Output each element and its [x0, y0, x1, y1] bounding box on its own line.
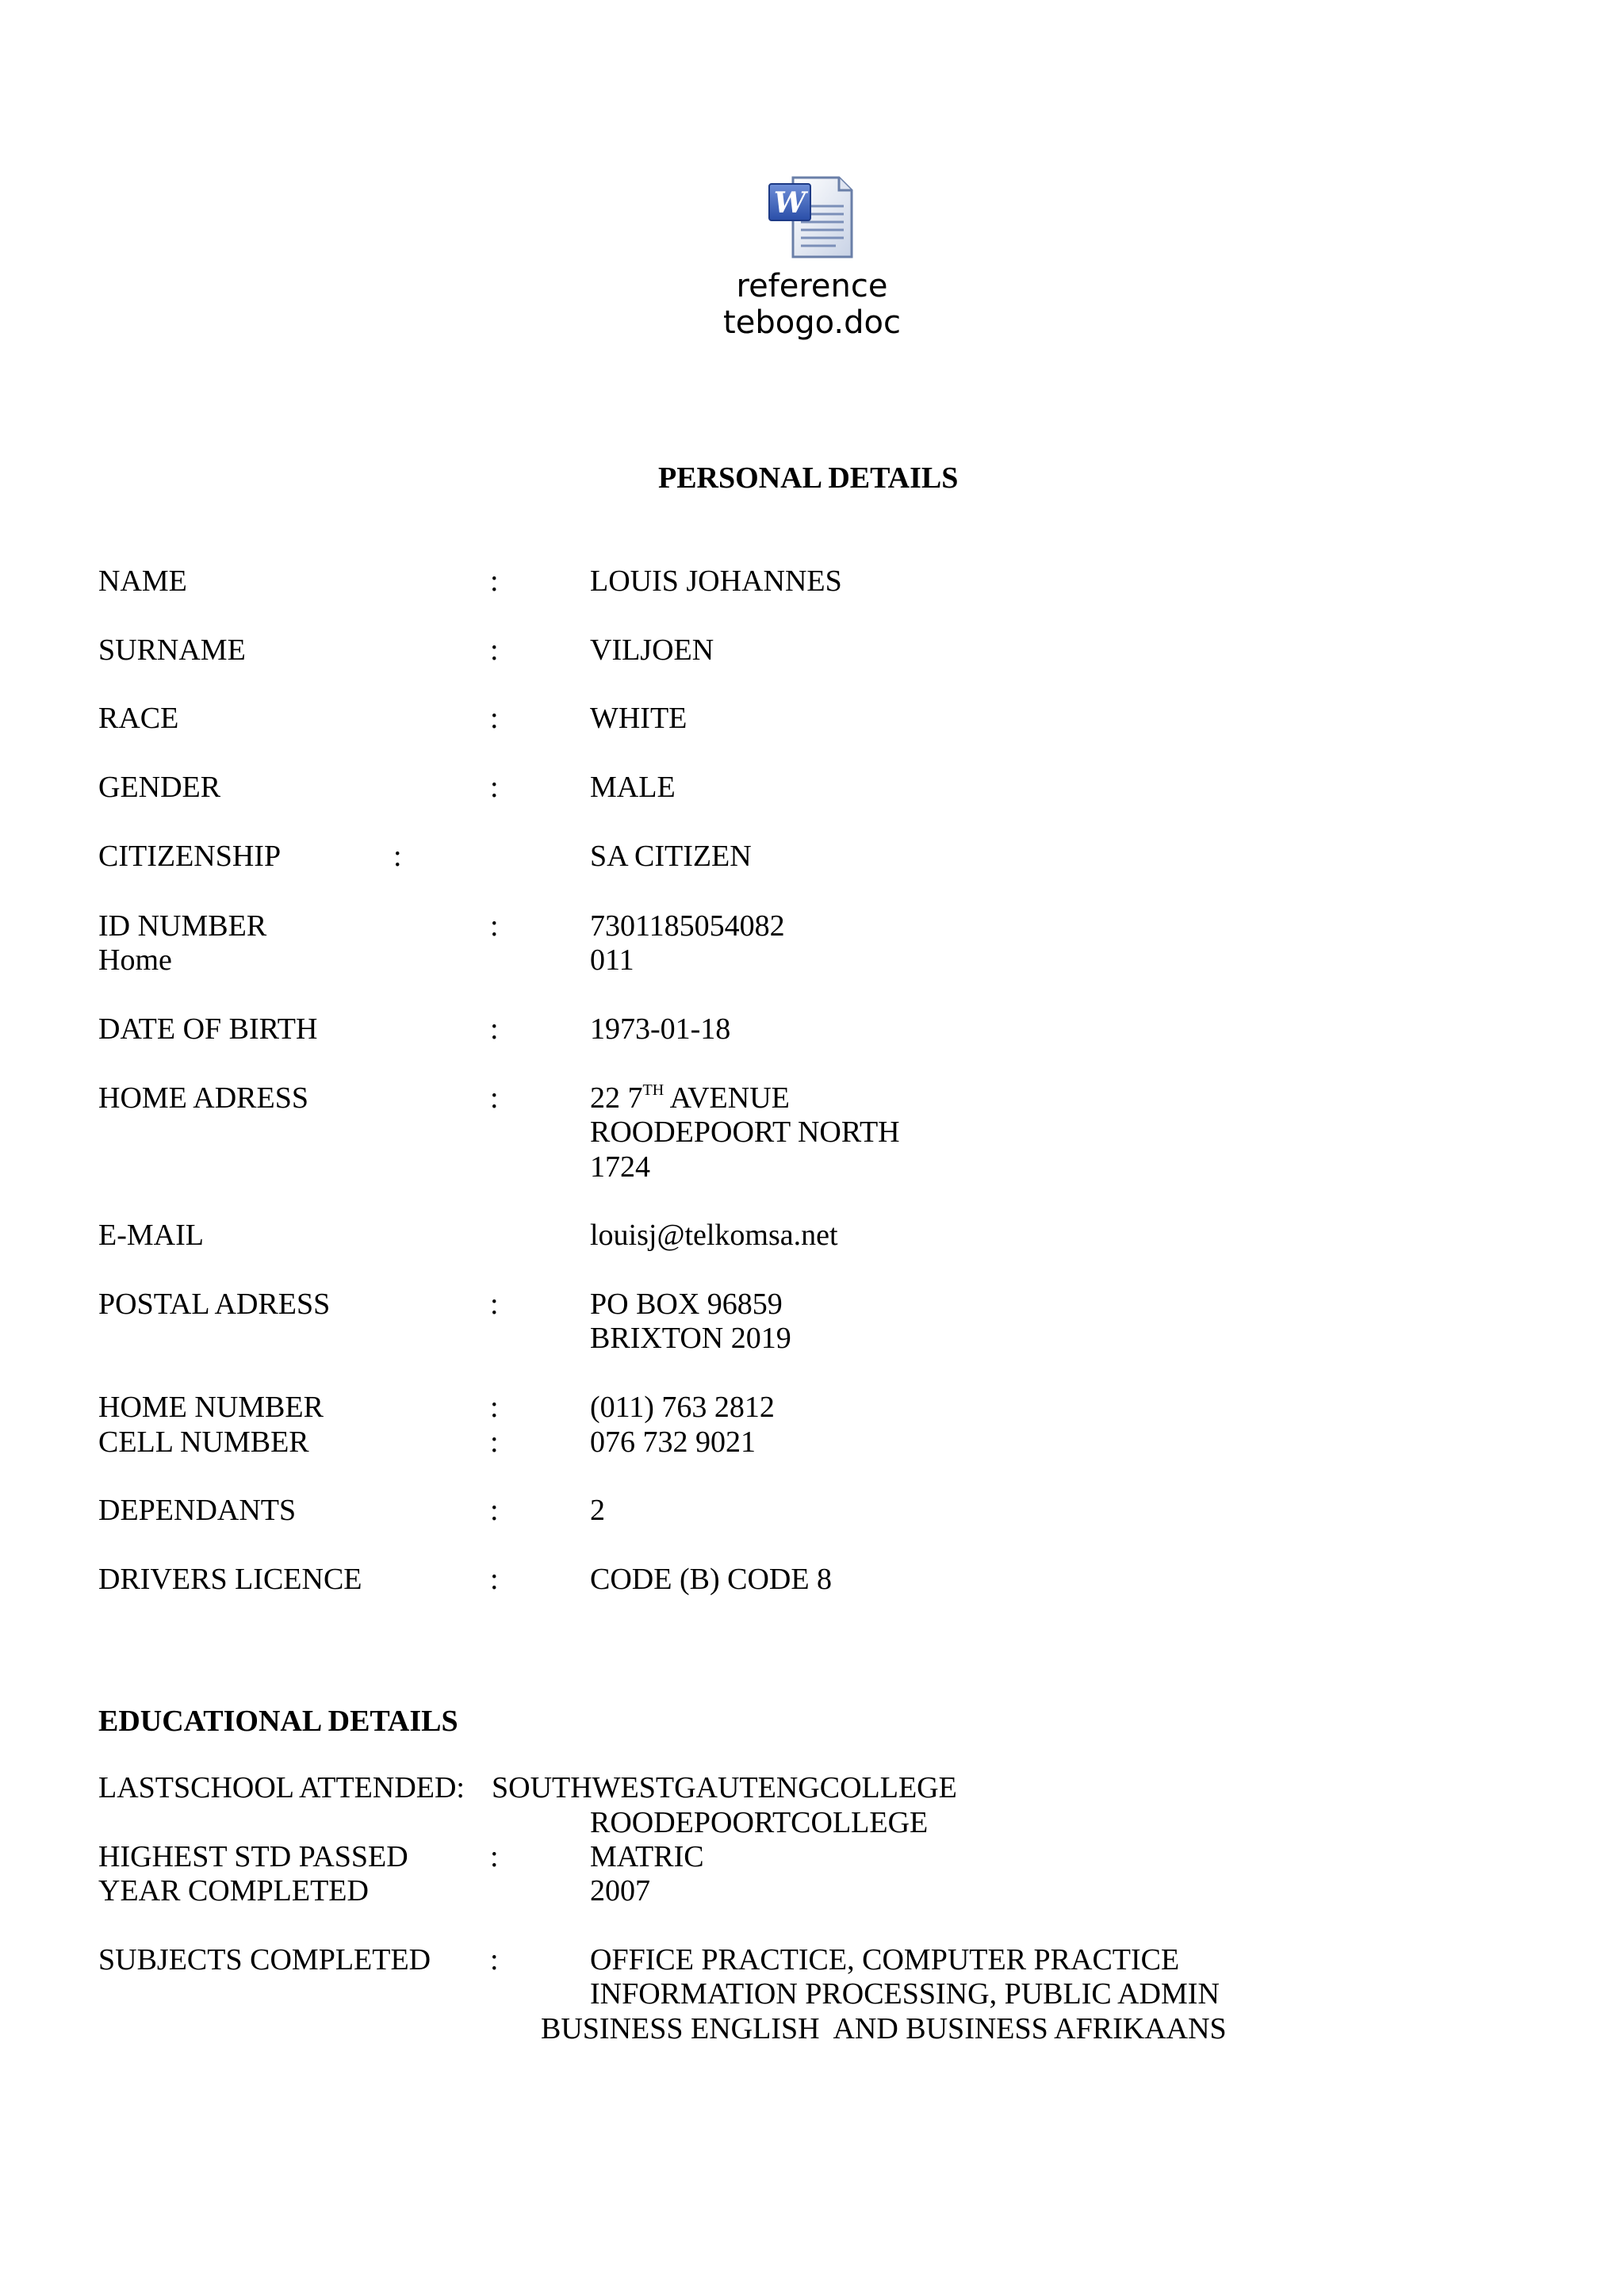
race-label: RACE: [98, 702, 179, 735]
colon: :: [490, 633, 499, 667]
date-of-birth-value: 1973-01-18: [590, 1012, 731, 1046]
colon: :: [490, 1391, 499, 1424]
home-address-street-number: 22 7: [590, 1081, 643, 1115]
subjects-line1: OFFICE PRACTICE, COMPUTER PRACTICE: [590, 1943, 1180, 1976]
cell-number-label: CELL NUMBER: [98, 1425, 309, 1459]
colon: :: [490, 1012, 499, 1046]
postal-address-line1: PO BOX 96859: [590, 1288, 783, 1321]
citizenship-value: SA CITIZEN: [590, 840, 752, 873]
attachment-caption[interactable]: [653, 268, 971, 341]
svg-text:W: W: [773, 186, 806, 220]
colon: :: [490, 564, 499, 598]
date-of-birth-label: DATE OF BIRTH: [98, 1012, 318, 1046]
colon: :: [490, 1840, 499, 1873]
home-address-street-name: AVENUE: [664, 1081, 790, 1115]
colon: :: [490, 1494, 499, 1527]
home-number-value: (011) 763 2812: [590, 1391, 775, 1424]
cell-number-value: 076 732 9021: [590, 1425, 756, 1459]
postal-address-label: POSTAL ADRESS: [98, 1288, 331, 1321]
year-completed-label: YEAR COMPLETED: [98, 1874, 369, 1908]
drivers-licence-label: DRIVERS LICENCE: [98, 1563, 362, 1596]
name-label: NAME: [98, 564, 187, 598]
email-value: louisj@telkomsa.net: [590, 1219, 838, 1252]
highest-std-label: HIGHEST STD PASSED: [98, 1840, 408, 1873]
colon: :: [490, 909, 499, 943]
colon: :: [490, 1081, 499, 1115]
colon: :: [490, 771, 499, 804]
last-school-label: LASTSCHOOL ATTENDED:: [98, 1771, 465, 1804]
drivers-licence-value: CODE (B) CODE 8: [590, 1563, 833, 1596]
colon: :: [490, 1563, 499, 1596]
last-school-line2: ROODEPOORTCOLLEGE: [590, 1806, 929, 1839]
colon: :: [490, 1425, 499, 1459]
colon: :: [490, 1943, 499, 1976]
subjects-line3: BUSINESS ENGLISH AND BUSINESS AFRIKAANS: [541, 2012, 1227, 2045]
citizenship-label: CITIZENSHIP: [98, 840, 282, 873]
colon: :: [393, 840, 402, 873]
subjects-completed-label: SUBJECTS COMPLETED: [98, 1943, 431, 1976]
year-completed-value: 2007: [590, 1874, 650, 1908]
educational-details-heading: EDUCATIONAL DETAILS: [98, 1705, 458, 1738]
home-address-line2: ROODEPOORT NORTH: [590, 1115, 900, 1149]
home-number-label: HOME NUMBER: [98, 1391, 324, 1424]
name-value: LOUIS JOHANNES: [590, 564, 842, 598]
home-address-superscript: TH: [642, 1081, 665, 1099]
home-address-line3: 1724: [590, 1150, 650, 1184]
dependants-label: DEPENDANTS: [98, 1494, 297, 1527]
home-label: Home: [98, 943, 172, 977]
last-school-line1: SOUTHWESTGAUTENGCOLLEGE: [492, 1771, 957, 1804]
attachment-caption-line1: reference: [736, 268, 888, 304]
surname-label: SURNAME: [98, 633, 246, 667]
colon: :: [490, 702, 499, 735]
colon: :: [490, 1288, 499, 1321]
gender-value: MALE: [590, 771, 676, 804]
race-value: WHITE: [590, 702, 688, 735]
id-number-label: ID NUMBER: [98, 909, 267, 943]
postal-address-line2: BRIXTON 2019: [590, 1322, 791, 1355]
id-number-value: 7301185054082: [590, 909, 785, 943]
surname-value: VILJOEN: [590, 633, 714, 667]
subjects-line2: INFORMATION PROCESSING, PUBLIC ADMIN: [590, 1977, 1220, 2011]
home-value: 011: [590, 943, 634, 977]
personal-details-heading: PERSONAL DETAILS: [658, 461, 959, 495]
email-label: E-MAIL: [98, 1219, 204, 1252]
highest-std-value: MATRIC: [590, 1840, 704, 1873]
home-address-line1: [590, 1083, 790, 1113]
attachment-caption-line2: tebogo.doc: [723, 304, 901, 341]
home-address-label: HOME ADRESS: [98, 1081, 308, 1115]
gender-label: GENDER: [98, 771, 221, 804]
dependants-value: 2: [590, 1494, 605, 1527]
word-document-icon[interactable]: [766, 174, 856, 260]
